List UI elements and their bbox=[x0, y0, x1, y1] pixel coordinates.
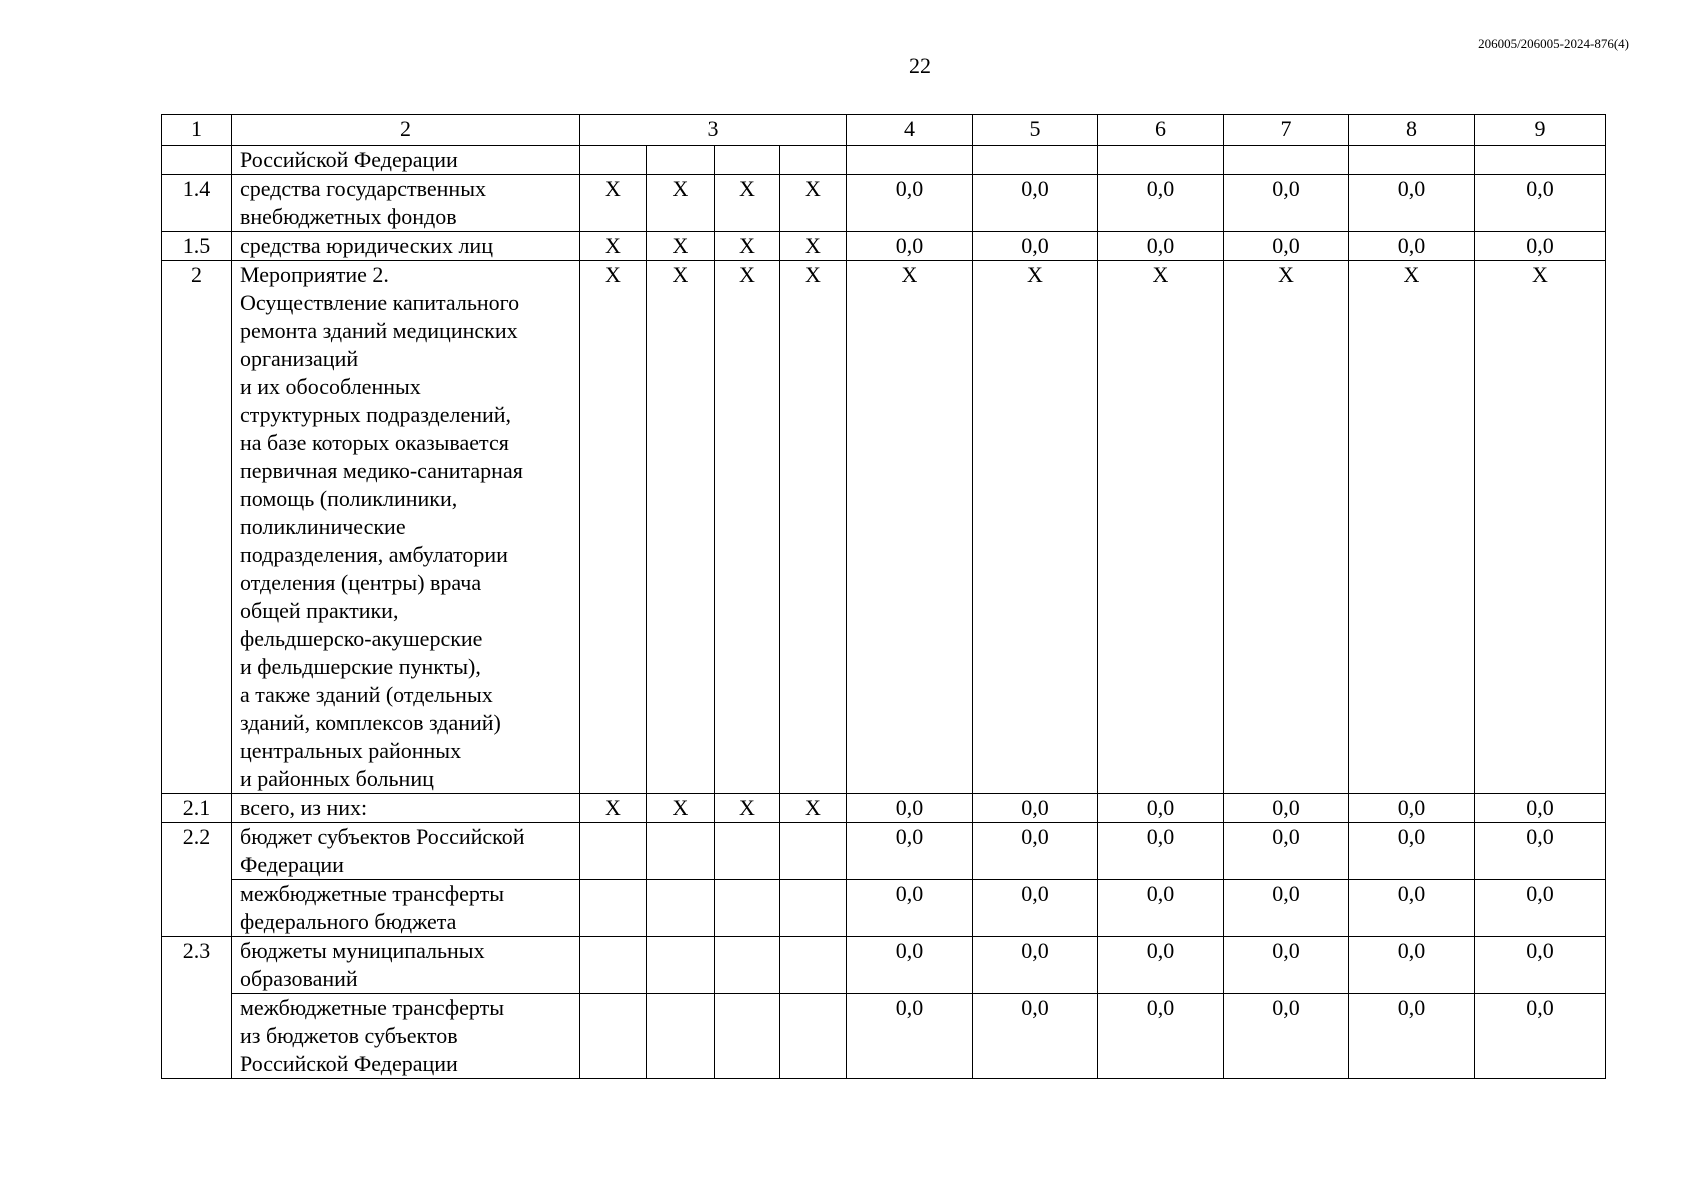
value-cell: 0,0 bbox=[847, 232, 973, 261]
value-cell: 0,0 bbox=[1475, 175, 1606, 232]
col-header-6: 6 bbox=[1098, 115, 1224, 146]
page-number: 22 bbox=[909, 53, 931, 78]
value-cell bbox=[1224, 146, 1349, 175]
value-cell: 0,0 bbox=[973, 175, 1098, 232]
col-header-4: 4 bbox=[847, 115, 973, 146]
table-row bbox=[162, 794, 1606, 823]
budget-table bbox=[161, 114, 1606, 1079]
value-cell: 0,0 bbox=[973, 794, 1098, 823]
col3-mark-cell: X bbox=[715, 232, 780, 261]
col3-mark-cell bbox=[780, 937, 847, 994]
value-cell: 0,0 bbox=[847, 937, 973, 994]
col3-mark-cell: X bbox=[647, 232, 715, 261]
value-cell: 0,0 bbox=[1475, 880, 1606, 937]
col-header-1: 1 bbox=[162, 115, 232, 146]
col3-mark-cell: X bbox=[580, 175, 647, 232]
value-cell: 0,0 bbox=[1349, 175, 1475, 232]
col-header-5: 5 bbox=[973, 115, 1098, 146]
value-cell: 0,0 bbox=[1098, 823, 1224, 880]
value-cell bbox=[1098, 146, 1224, 175]
table-row bbox=[162, 261, 1606, 794]
col3-mark-cell: X bbox=[580, 232, 647, 261]
row-number: 1.5 bbox=[162, 232, 232, 261]
value-cell: 0,0 bbox=[1475, 994, 1606, 1079]
row-description: бюджет субъектов Российской Федерации bbox=[232, 823, 580, 880]
col3-mark-cell: X bbox=[780, 175, 847, 232]
table-row bbox=[162, 232, 1606, 261]
table-row bbox=[162, 823, 1606, 880]
col3-mark-cell bbox=[580, 823, 647, 880]
value-cell: 0,0 bbox=[847, 794, 973, 823]
col3-mark-cell bbox=[715, 994, 780, 1079]
value-cell: 0,0 bbox=[1098, 175, 1224, 232]
value-cell: 0,0 bbox=[1098, 232, 1224, 261]
value-cell: 0,0 bbox=[1349, 937, 1475, 994]
row-number bbox=[162, 146, 232, 175]
table-row bbox=[162, 175, 1606, 232]
value-cell: 0,0 bbox=[1475, 823, 1606, 880]
col3-mark-cell bbox=[647, 823, 715, 880]
value-cell: 0,0 bbox=[1224, 937, 1349, 994]
col-header-7: 7 bbox=[1224, 115, 1349, 146]
value-cell: 0,0 bbox=[973, 880, 1098, 937]
col-header-9: 9 bbox=[1475, 115, 1606, 146]
table-row bbox=[162, 937, 1606, 994]
col3-mark-cell bbox=[647, 146, 715, 175]
value-cell: X bbox=[1224, 261, 1349, 794]
col3-mark-cell bbox=[647, 937, 715, 994]
col-header-3: 3 bbox=[580, 115, 847, 146]
value-cell: 0,0 bbox=[973, 937, 1098, 994]
row-description: межбюджетные трансферты федерального бюджета bbox=[232, 880, 580, 937]
value-cell bbox=[1349, 146, 1475, 175]
value-cell: X bbox=[847, 261, 973, 794]
col3-mark-cell bbox=[580, 994, 647, 1079]
value-cell: 0,0 bbox=[1475, 232, 1606, 261]
col3-mark-cell bbox=[715, 937, 780, 994]
col-header-8: 8 bbox=[1349, 115, 1475, 146]
value-cell: 0,0 bbox=[1349, 232, 1475, 261]
col3-mark-cell: X bbox=[647, 794, 715, 823]
col3-mark-cell: X bbox=[780, 261, 847, 794]
value-cell: 0,0 bbox=[1098, 994, 1224, 1079]
value-cell: 0,0 bbox=[1475, 937, 1606, 994]
value-cell: 0,0 bbox=[1224, 994, 1349, 1079]
col3-mark-cell: X bbox=[580, 794, 647, 823]
value-cell: 0,0 bbox=[1224, 232, 1349, 261]
value-cell: 0,0 bbox=[1349, 994, 1475, 1079]
value-cell: 0,0 bbox=[1349, 823, 1475, 880]
col3-mark-cell: X bbox=[647, 175, 715, 232]
value-cell: X bbox=[1098, 261, 1224, 794]
value-cell bbox=[847, 146, 973, 175]
table-row bbox=[162, 994, 1606, 1079]
col3-mark-cell bbox=[647, 994, 715, 1079]
value-cell: 0,0 bbox=[1098, 794, 1224, 823]
value-cell: 0,0 bbox=[1224, 823, 1349, 880]
value-cell bbox=[973, 146, 1098, 175]
value-cell: 0,0 bbox=[973, 994, 1098, 1079]
value-cell: 0,0 bbox=[847, 175, 973, 232]
header-row bbox=[162, 115, 1606, 146]
value-cell: 0,0 bbox=[1349, 880, 1475, 937]
value-cell: 0,0 bbox=[1349, 794, 1475, 823]
value-cell: 0,0 bbox=[1224, 175, 1349, 232]
col3-mark-cell bbox=[580, 937, 647, 994]
row-description: всего, из них: bbox=[232, 794, 580, 823]
col3-mark-cell: X bbox=[715, 794, 780, 823]
row-description: средства государственных внебюджетных фондов bbox=[232, 175, 580, 232]
value-cell: 0,0 bbox=[1475, 794, 1606, 823]
row-number: 2.1 bbox=[162, 794, 232, 823]
value-cell: 0,0 bbox=[1224, 880, 1349, 937]
row-description: средства юридических лиц bbox=[232, 232, 580, 261]
col3-mark-cell bbox=[780, 994, 847, 1079]
col3-mark-cell bbox=[780, 823, 847, 880]
row-description: Мероприятие 2. Осуществление капитального ремонта зданий медицинских организаций и их обособленных структурных подразделений, на базе которых оказывается первичная медико-санитарная помощь (поликлиники, поликлинические подразделения, амбулатории отделения (центры) врача общей практики, фельдшерско-акушерские и фельдшерские пункты), а также зданий (отдельных зданий, комплексов зданий) центральных районных и районных больниц bbox=[232, 261, 580, 794]
col3-mark-cell: X bbox=[715, 175, 780, 232]
value-cell: 0,0 bbox=[1098, 880, 1224, 937]
value-cell: 0,0 bbox=[973, 232, 1098, 261]
value-cell: X bbox=[973, 261, 1098, 794]
col3-mark-cell: X bbox=[580, 261, 647, 794]
col3-mark-cell bbox=[647, 880, 715, 937]
value-cell: 0,0 bbox=[847, 823, 973, 880]
value-cell: 0,0 bbox=[973, 823, 1098, 880]
row-description: бюджеты муниципальных образований bbox=[232, 937, 580, 994]
col3-mark-cell bbox=[715, 880, 780, 937]
row-number: 2 bbox=[162, 261, 232, 794]
document-id: 206005/206005-2024-876(4) bbox=[1478, 36, 1629, 51]
value-cell: 0,0 bbox=[1098, 937, 1224, 994]
col3-mark-cell: X bbox=[780, 232, 847, 261]
col3-mark-cell bbox=[715, 146, 780, 175]
col3-mark-cell: X bbox=[647, 261, 715, 794]
row-description: межбюджетные трансферты из бюджетов субъектов Российской Федерации bbox=[232, 994, 580, 1079]
value-cell: 0,0 bbox=[847, 880, 973, 937]
col3-mark-cell: X bbox=[715, 261, 780, 794]
row-number: 1.4 bbox=[162, 175, 232, 232]
table-row bbox=[162, 146, 1606, 175]
col3-mark-cell bbox=[580, 880, 647, 937]
value-cell: X bbox=[1475, 261, 1606, 794]
table-row bbox=[162, 880, 1606, 937]
col3-mark-cell bbox=[580, 146, 647, 175]
col-header-2: 2 bbox=[232, 115, 580, 146]
col3-mark-cell bbox=[780, 146, 847, 175]
row-number: 2.3 bbox=[162, 937, 232, 1079]
row-number: 2.2 bbox=[162, 823, 232, 937]
value-cell bbox=[1475, 146, 1606, 175]
value-cell: 0,0 bbox=[1224, 794, 1349, 823]
col3-mark-cell bbox=[715, 823, 780, 880]
value-cell: 0,0 bbox=[847, 994, 973, 1079]
row-description: Российской Федерации bbox=[232, 146, 580, 175]
col3-mark-cell: X bbox=[780, 794, 847, 823]
col3-mark-cell bbox=[780, 880, 847, 937]
value-cell: X bbox=[1349, 261, 1475, 794]
